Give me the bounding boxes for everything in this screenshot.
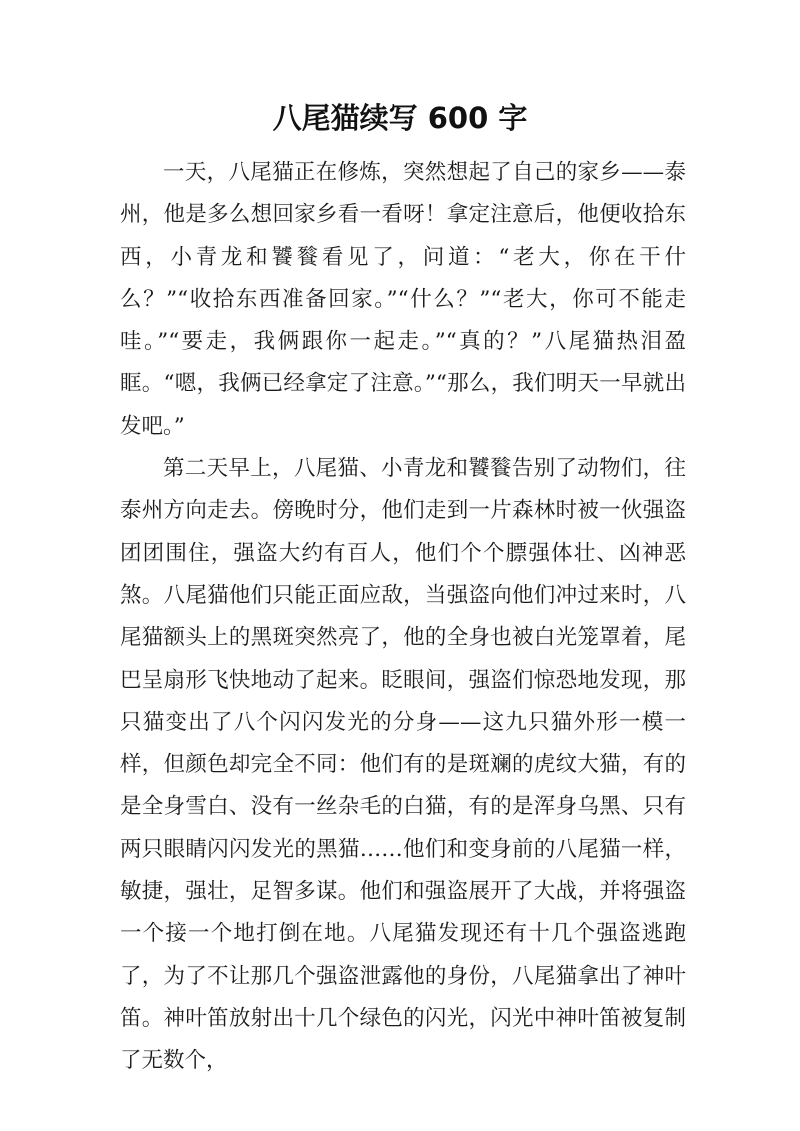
document-body [120,152,686,1083]
document-title: 八尾猫续写 600 字 [272,101,528,135]
paragraph-1: 一天，八尾猫正在修炼，突然想起了自己的家乡——泰州，他是多么想回家乡看一看呀！拿定注意后，他便收拾东西，小青龙和饕餮看见了，问道：“老大，你在干什么？”“收拾东西准备回家。”“什么？”“老大，你可不能走哇。”“要走，我俩跟你一起走。”“真的？”八尾猫热泪盈眶。“嗯，我俩已经拿定了注意。”“那么，我们明天一早就出发吧。” [120,160,686,439]
paragraph-2: 第二天早上，八尾猫、小青龙和饕餮告别了动物们，往泰州方向走去。傍晚时分，他们走到一片森林时被一伙强盗团团围住，强盗大约有百人，他们个个膘强体壮、凶神恶煞。八尾猫他们只能正面应敌，当强盗向他们冲过来时，八尾猫额头上的黑斑突然亮了，他的全身也被白光笼罩着，尾巴呈扇形飞快地动了起来。眨眼间，强盗们惊恐地发现，那只猫变出了八个闪闪发光的分身——这九只猫外形一模一样，但颜色却完全不同：他们有的是斑斓的虎纹大猫，有的是全身雪白、没有一丝杂毛的白猫，有的是浑身乌黑、只有两只眼睛闪闪发光的黑猫……他们和变身前的八尾猫一样，敏捷，强壮，足智多谋。他们和强盗展开了大战，并将强盗一个接一个地打倒在地。八尾猫发现还有十几个强盗逃跑了，为了不让那几个强盗泄露他的身份，八尾猫拿出了神叶笛。神叶笛放射出十几个绿色的闪光，闪光中神叶笛被复制了无数个， [120,456,686,1074]
